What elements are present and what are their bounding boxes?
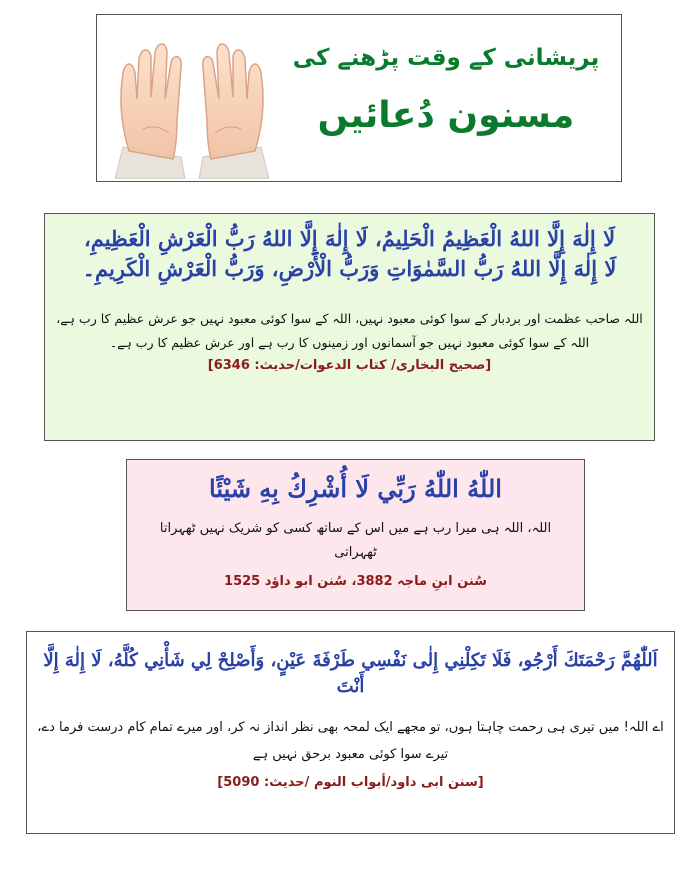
dua-2-translation: اللہ، اللہ ہی میرا رب ہے میں اس کے ساتھ کسی کو شریک نہیں ٹھہراتا ٹھہراتی: [159, 520, 552, 561]
dua-1-translation: [55, 307, 644, 355]
dua-card-3: [26, 631, 675, 834]
dua-card-2: [126, 459, 585, 611]
dua-1-arabic: [55, 224, 644, 285]
dua-card-1: [44, 213, 655, 441]
dua-1-arabic-line-1: لَا إِلٰهَ إِلَّا اللهُ الْعَظِيمُ الْحَلِيمُ، لَا إِلٰهَ إِلَّا اللهُ رَبُّ الْعَرْشِ الْعَظِيمِ،: [83, 226, 616, 251]
dua-2-arabic: اللّٰهُ اللّٰهُ رَبِّي لَا أُشْرِكُ بِهِ شَيْئًا: [209, 474, 502, 503]
dua-2-reference: سُنن ابنِ ماجہ 3882، سُنن ابو داؤد 1525: [224, 574, 487, 590]
dua-1-reference: [صحیح البخاری/ کتاب الدعوات/حدیث: 6346]: [207, 358, 492, 374]
dua-3-translation: [37, 714, 664, 769]
page-title: مسنون دُعائیں: [317, 95, 575, 136]
page-subtitle: پریشانی کے وقت پڑھنے کی: [292, 45, 600, 71]
dua-1-translation-line-1: اللہ صاحب عظمت اور بردبار کے سوا کوئی معبود نہیں، اللہ کے سوا کوئی معبود نہیں جو عرش عظیم کا رب ہے،: [56, 310, 643, 326]
dua-3-reference: [سنن ابی داود/أبواب النوم /حدیث: 5090]: [217, 774, 484, 790]
dua-3-translation-line-1: اے اللہ! میں تیری ہی رحمت چاہتا ہوں، تو مجھے ایک لمحہ بھی نظر انداز نہ کر، اور میرے تمام کام درست فرما دے،: [37, 720, 664, 736]
dua-1-arabic-line-2: لَا إِلٰهَ إِلَّا اللهُ رَبُّ السَّمٰوَاتِ وَرَبُّ الْأَرْضِ، وَرَبُّ الْعَرْشِ الْكَرِيمِ۔: [82, 256, 617, 282]
dua-3-translation-line-2: تیرے سوا کوئی معبود برحق نہیں ہے: [252, 747, 449, 763]
header-banner: [96, 14, 622, 182]
praying-hands-icon: [103, 29, 281, 179]
dua-3-arabic: اَللّٰهُمَّ رَحْمَتَكَ أَرْجُو، فَلَا تَكِلْنِي إِلٰى نَفْسِي طَرْفَةَ عَيْنٍ، وَأَصْلِحْ لِي شَأْنِي كُلَّهُ، لَا إِلٰهَ إِلَّا أَنْتَ: [43, 650, 658, 698]
dua-1-translation-line-2: اللہ کے سوا کوئی معبود نہیں جو آسمانوں اور زمینوں کا رب ہے اور عرش عظیم کا رب ہے۔: [109, 334, 590, 350]
